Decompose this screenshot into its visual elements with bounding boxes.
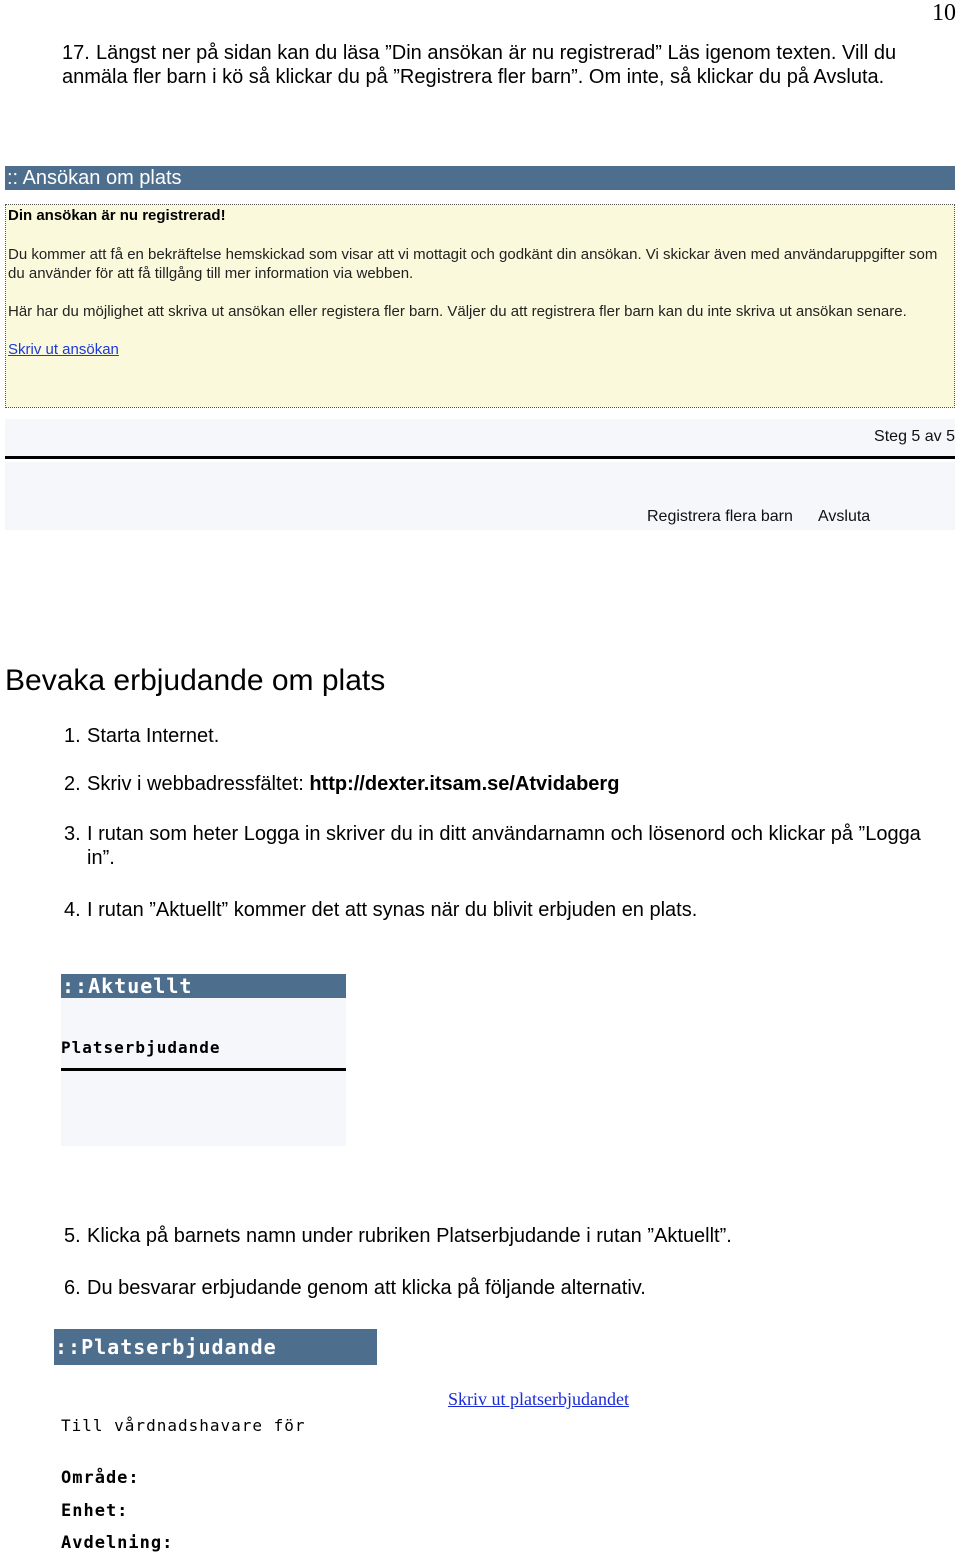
list-number: 2. — [64, 773, 81, 795]
step-indicator-area — [5, 419, 955, 459]
list-text: Du besvarar erbjudande genom att klicka på följande alternativ. — [87, 1277, 646, 1299]
list-text: Klicka på barnets namn under rubriken Platserbjudande i rutan ”Aktuellt”. — [87, 1225, 732, 1247]
guardian-label: Till vårdnadshavare för — [61, 1416, 306, 1435]
aktuellt-header: ::Aktuellt — [61, 974, 346, 998]
confirmation-paragraph: Du kommer att få en bekräftelse hemskickad som visar att vi mottagit och godkänt din ansökan. Vi skickar även med användaruppgifter som du använder för att få tillgång till mer information via webben. — [8, 246, 938, 282]
list-item — [64, 898, 934, 922]
step-number: 17. — [62, 42, 90, 64]
department-label: Avdelning: — [61, 1533, 174, 1553]
register-more-button[interactable]: Registrera flera barn — [647, 508, 793, 525]
list-item — [64, 1224, 934, 1248]
aktuellt-panel — [61, 998, 346, 1146]
step-text: Längst ner på sidan kan du läsa ”Din ansökan är nu registrerad” Läs igenom texten. Vill du anmäla fler barn i kö så klickar du på ”Registrera fler barn”. Om inte, så klickar du på Avsluta. — [62, 42, 897, 88]
info-paragraph: Här har du möjlighet att skriva ut ansökan eller registera fler barn. Väljer du att registrera fler barn kan du inte skriva ut ansökan senare. — [8, 303, 907, 320]
list-number: 3. — [64, 823, 81, 845]
instruction-step-17 — [62, 41, 960, 89]
action-area — [5, 462, 955, 530]
section-heading: Bevaka erbjudande om plats — [5, 664, 386, 697]
unit-label: Enhet: — [61, 1501, 129, 1521]
platserbjudande-label: Platserbjudande — [61, 1038, 221, 1057]
list-text: Starta Internet. — [87, 725, 220, 747]
divider — [61, 1068, 346, 1071]
list-number: 4. — [64, 899, 81, 921]
area-label: Område: — [61, 1468, 140, 1488]
confirmation-title: Din ansökan är nu registrerad! — [8, 207, 226, 224]
list-text: I rutan som heter Logga in skriver du in ditt användarnamn och lösenord och klickar på ”Logga in”. — [87, 823, 921, 869]
web-address: http://dexter.itsam.se/Atvidaberg — [309, 773, 620, 795]
list-number: 1. — [64, 725, 81, 747]
page-number: 10 — [932, 0, 956, 26]
list-item — [64, 724, 934, 748]
confirmation-box — [5, 204, 955, 408]
list-number: 6. — [64, 1277, 81, 1299]
list-item — [64, 772, 934, 796]
print-application-link[interactable]: Skriv ut ansökan — [8, 341, 119, 358]
application-header: :: Ansökan om plats — [5, 166, 955, 190]
list-item — [64, 822, 934, 870]
list-text: Skriv i webbadressfältet: — [87, 773, 310, 795]
list-item — [64, 1276, 934, 1300]
step-indicator: Steg 5 av 5 — [874, 428, 955, 445]
finish-button[interactable]: Avsluta — [818, 508, 871, 525]
print-offer-link[interactable]: Skriv ut platserbjudandet — [448, 1389, 629, 1409]
platserbjudande-header: ::Platserbjudande — [54, 1329, 377, 1365]
list-number: 5. — [64, 1225, 81, 1247]
list-text: I rutan ”Aktuellt” kommer det att synas när du blivit erbjuden en plats. — [87, 899, 698, 921]
